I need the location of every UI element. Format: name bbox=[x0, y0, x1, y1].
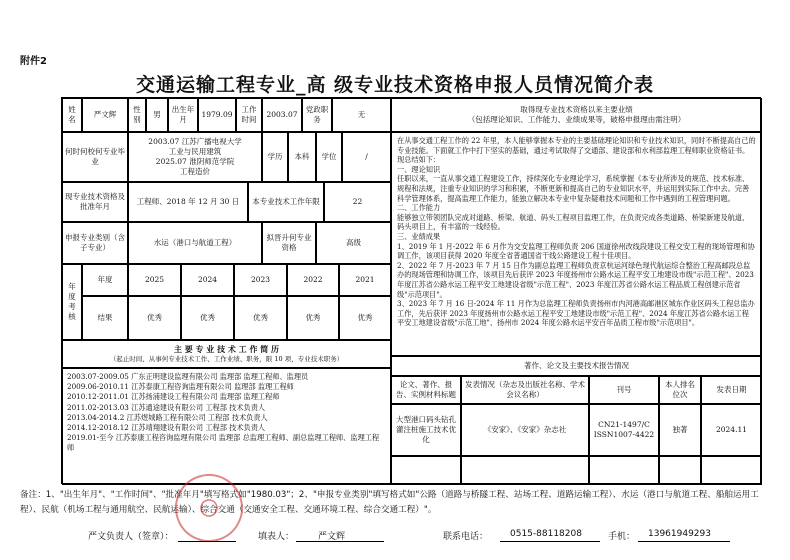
mobile-value: 13961949293 bbox=[648, 529, 711, 539]
assessment-year: 2025 bbox=[128, 264, 181, 296]
achievements-text: 在从事交通工程工作的 22 年里，本人能够掌握本专业的主要基础理论知识和专业技术知识，同时不断提高自己的专业技能。下面就工作中打下坚实的基础，通过考试取得了交通部、建设部和水利部监理工程师职业资格证书。现总结如下： 一、理论知识 任职以来，一直从事交通工程建设工作，持续深化专业理论学习，系统掌握《本专业所涉及的规范、技术标准、规程和法规，注重专业知识的学习和积累，不断更新和提高自己的专业知识水平，并运用到实际工作中去。完善科学管理体系，提高监理工作能力，能独立解决本专业中复杂疑难技术问题和工作中遇到的工程管理问题。 二、工作能力 能够独立带领团队完成对道路、桥梁、航道、码头工程项目监理工作，在负责完成各类道路、桥梁新建及航道、码头项目上，有丰富的一线经验。 三、业绩成果 1、2019 年 1 月-2022 年 6 月作为交安监理工程师负责 206 国道徐州改线段建设工程交安工程的现场管理和协调工作，该项目获得 2020 年度全省普通国省干线公路建设工程十佳项目。 2、2022 年 7 月-2023 年 7 月 15 日作为副总监理工程师负责京杭运河绿色现代航运综合整治工程高邮段总监办的现场管理和协调工作，该项目先后获评 2023 年度扬州市公路水运工程平安工地建设市级"示范工程"、2023 年度江苏省公路水运工程平安工地建设省级"示范工程"、2023 年度江苏省公路水运工程品质工程创建示范省级"示范项目"。 3、2023 年 7 月 16 日-2024 年 11 月作为总监理工程师负责扬州市内河港高邮港区城东作业区码头工程总监办工作，先后获评 2023 年度扬州市公路水运工程平安工地建设市级"示范工程"、2024 年度江苏省公路水运工程平安工地建设省级"示范工地"、扬州市 2024 年度公路水运平安百年品质工程市级"示范项目"。 bbox=[397, 136, 756, 328]
papers-header: 著作、论文及主要技术报告情况 bbox=[391, 356, 762, 376]
assessment-result: 优秀 bbox=[234, 296, 287, 340]
value-years: 22 bbox=[324, 182, 391, 222]
value-degree: 本科 bbox=[288, 132, 316, 182]
page-title: 交通运输工程专业_高 级专业技术资格申报人员情况简介表 bbox=[135, 74, 655, 96]
school-line: 2025.07 淮阴师范学院 bbox=[155, 157, 235, 166]
experience-header bbox=[62, 340, 391, 368]
label-birth: 出生年月 bbox=[168, 98, 198, 132]
assessment-result: 优秀 bbox=[128, 296, 181, 340]
experience-item: 2019.01-至今 江苏泰康工程咨询监理有限公司 监理部 总监理工程师、副总监理工程师、监理工程师 bbox=[67, 433, 380, 453]
assessment-result: 优秀 bbox=[287, 296, 339, 340]
paper-no: CN21-1497/C ISSN1007-4422 bbox=[589, 404, 659, 456]
experience-item: 2013.04-2014.2 江苏煜城路工程有限公司 工程部 技术负责人 bbox=[67, 412, 268, 422]
label-category: 申报专业类别（含子专业） bbox=[62, 222, 128, 264]
paper-rank: 独著 bbox=[659, 404, 701, 456]
achievements-body bbox=[391, 132, 762, 356]
achievements-subtitle: （包括理论知识、工作能力、业绩成果等，破格申报理由需注明） bbox=[467, 115, 686, 124]
value-party: 无 bbox=[332, 98, 391, 132]
filler-underline bbox=[296, 541, 384, 542]
papers-col-rank: 本人排名位次 bbox=[659, 376, 701, 404]
value-current-qual: 工程师、2018 年 12 月 30 日 bbox=[128, 182, 248, 222]
experience-subtitle: （起止时间、从事何专业技术工作、工作业绩、职务，限 10 项，专业技术职务） bbox=[109, 355, 344, 364]
papers-col-pub: 发表情况（杂志及出版社名称、学术会议名称） bbox=[461, 376, 589, 404]
school-line: 工业与民用建筑 bbox=[168, 146, 222, 156]
mobile-label: 手机： bbox=[608, 532, 636, 542]
label-name: 姓名 bbox=[62, 98, 82, 132]
value-name: 严文辉 bbox=[82, 98, 128, 132]
info-table bbox=[61, 97, 761, 484]
attachment-label: 附件2 bbox=[20, 56, 47, 67]
label-result-row: 结果 bbox=[82, 296, 128, 340]
papers-col-date: 发表日期 bbox=[701, 376, 762, 404]
assessment-year: 2023 bbox=[234, 264, 287, 296]
label-gender: 性别 bbox=[128, 98, 146, 132]
experience-list bbox=[62, 368, 391, 485]
label-annual: 年度考核 bbox=[62, 264, 82, 340]
phone-label: 联系电话： bbox=[443, 532, 489, 542]
signature-underline bbox=[178, 541, 236, 542]
signature-person-label: 严文负责人（签章）： bbox=[88, 532, 174, 542]
label-school: 何时何校何专业毕业 bbox=[62, 132, 128, 182]
label-year-row: 年度 bbox=[82, 264, 128, 296]
paper-empty bbox=[659, 456, 701, 485]
value-school bbox=[128, 132, 262, 182]
mobile-underline bbox=[638, 541, 730, 542]
paper-pub: 《安家》、《安家》杂志社 bbox=[461, 404, 589, 456]
achievements-header bbox=[391, 98, 762, 132]
label-degree2: 学位 bbox=[316, 132, 342, 182]
experience-item: 2009.06-2010.11 江苏泰康工程咨询监理有限公司 监理部 监理工程师 bbox=[67, 382, 294, 392]
paper-empty bbox=[461, 456, 589, 485]
filler-label: 填表人： bbox=[258, 532, 295, 542]
experience-item: 2003.07-2009.05 广东正明建设监理有限公司 监理部 监理工程师、监理员 bbox=[67, 372, 309, 381]
paper-title: 大型港口码头钻孔灌注桩施工技术优化 bbox=[391, 404, 461, 456]
label-degree: 学历 bbox=[262, 132, 288, 182]
label-work-time: 工作时间 bbox=[236, 98, 262, 132]
stamp-icon bbox=[184, 483, 234, 533]
papers-col-no: 刊号 bbox=[589, 376, 659, 404]
assessment-year: 2022 bbox=[287, 264, 339, 296]
papers-col-title: 论文、著作、报告、实例材料标题 bbox=[391, 376, 461, 404]
paper-empty bbox=[589, 456, 659, 485]
experience-item: 2014.12-2018.12 江苏靖翔建设有限公司 工程部 技术负责人 bbox=[67, 423, 266, 433]
label-party: 党政职务 bbox=[302, 98, 332, 132]
achievements-title: 取得现专业技术资格以来主要业绩 bbox=[520, 104, 633, 114]
assessment-result: 优秀 bbox=[181, 296, 234, 340]
phone-underline bbox=[500, 541, 600, 542]
label-current-qual: 现专业技术资格及批准年月 bbox=[62, 182, 128, 222]
school-line: 工程造价 bbox=[180, 167, 210, 177]
value-category: 水运（港口与航道工程） bbox=[128, 222, 262, 264]
value-work-time: 2003.07 bbox=[262, 98, 302, 132]
phone-value: 0515-88118208 bbox=[510, 529, 582, 539]
school-line: 2003.07 江苏广播电视大学 bbox=[148, 136, 242, 146]
filler-name: 严文辉 bbox=[318, 532, 346, 542]
experience-item: 2011.02-2013.03 江苏通途建设有限公司 工程部 技术负责人 bbox=[67, 402, 266, 412]
paper-empty bbox=[701, 456, 762, 485]
label-apply-title: 拟晋升何专业资格 bbox=[262, 222, 316, 264]
value-apply-title: 高级 bbox=[316, 222, 391, 264]
paper-date: 2024.11 bbox=[701, 404, 762, 456]
assessment-result: 优秀 bbox=[339, 296, 391, 340]
value-degree2: / bbox=[342, 132, 391, 182]
value-gender: 男 bbox=[146, 98, 168, 132]
assessment-year: 2021 bbox=[339, 264, 391, 296]
experience-item: 2010.12-2011.01 江苏扬浦建设工程有限公司 监理部 监理工程师 bbox=[67, 392, 280, 402]
experience-title: 主 要 专 业 技 术 工 作 简 历 bbox=[173, 344, 280, 355]
notes: 备注：1、"出生年月"、"工作时间"、"批准年月"填写格式如"1980.03"；2、"申报专业类别"填写格式如"公路（道路与桥隧工程、站场工程、道路运输工程）、水运（港口与航道工程、船舶运用工程）、民航（机场工程与通用航空、民航运输）、综合交通（交通安全工程、交通环境工程、综合交通工程）"。 bbox=[20, 490, 759, 515]
label-years: 本专业技术工作年限 bbox=[248, 182, 324, 222]
paper-empty bbox=[391, 456, 461, 485]
assessment-year: 2024 bbox=[181, 264, 234, 296]
value-birth: 1979.09 bbox=[198, 98, 236, 132]
